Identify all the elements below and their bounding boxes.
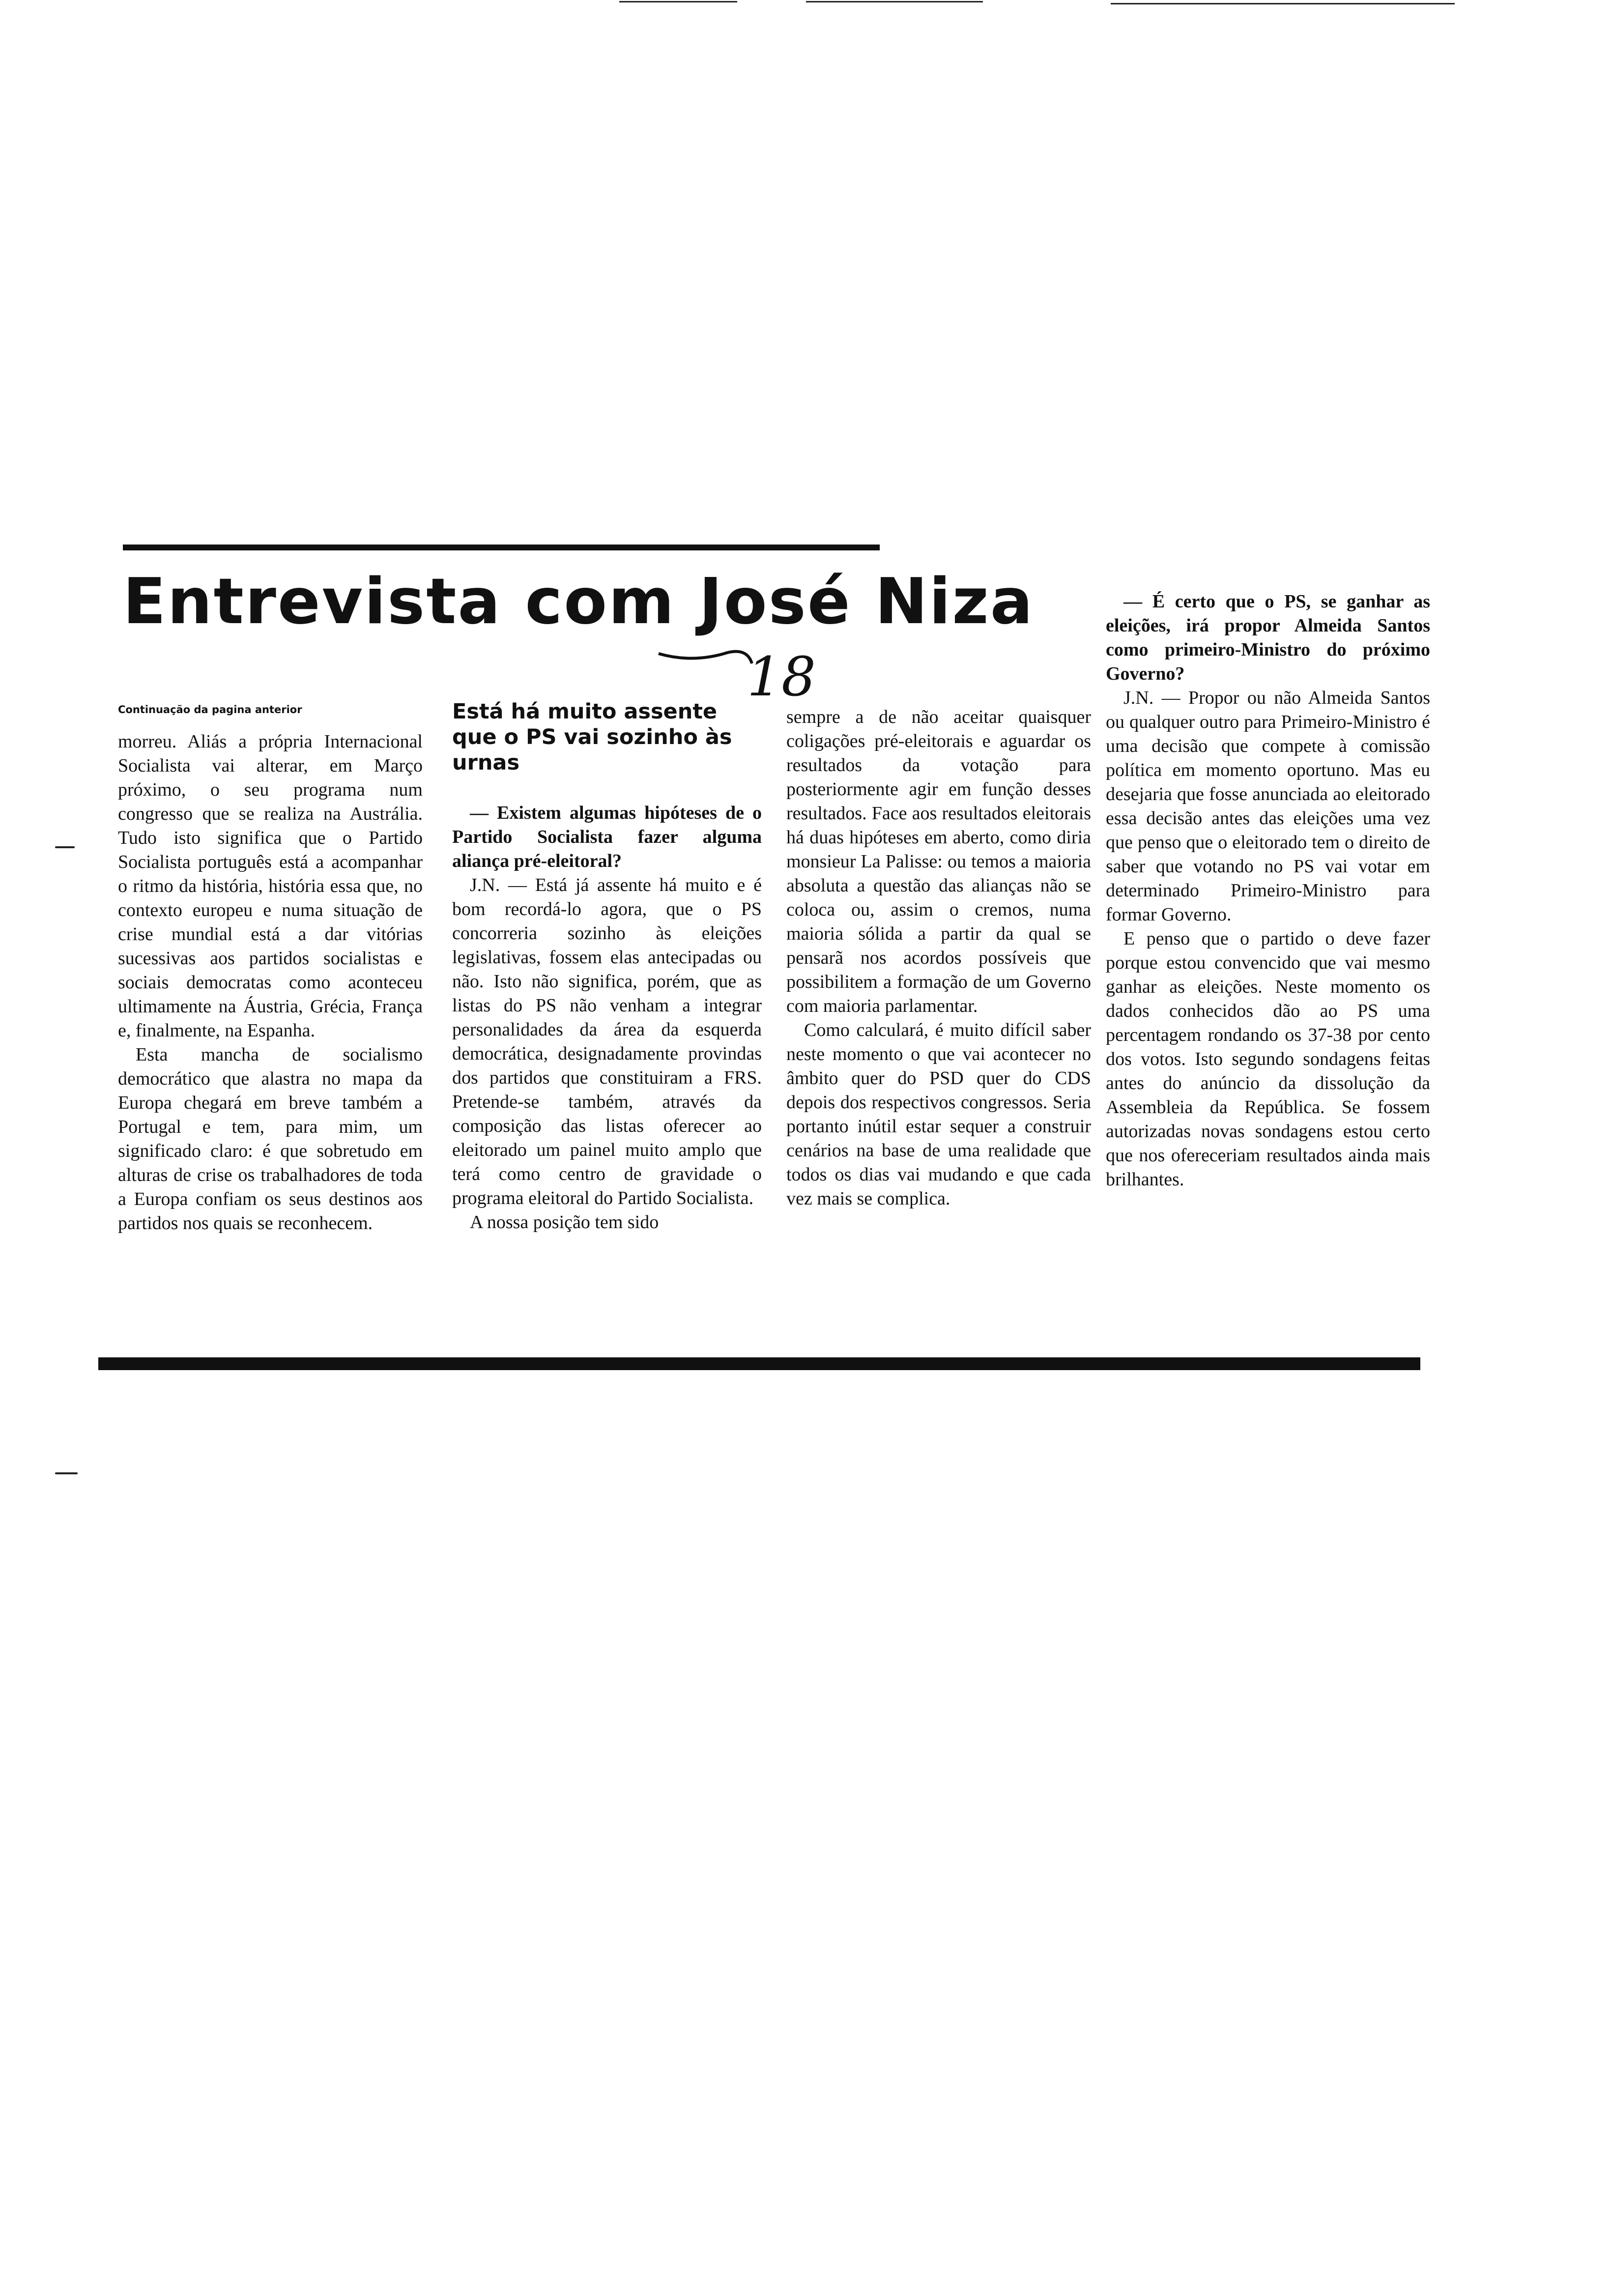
question-1: — Existem algumas hipóteses de o Partido Socialista fazer alguma aliança pré-eleitoral?	[452, 803, 762, 871]
top-rule	[123, 545, 880, 550]
column-4	[1106, 590, 1430, 1192]
bottom-rule	[98, 1357, 1420, 1370]
scan-mark-left-2	[55, 1472, 78, 1474]
col1-paragraph-1: morreu. Aliás a própria Internacional Socialista vai alterar, em Março próximo, o seu programa num congresso que se realiza na Austrália. Tudo isto significa que o Partido Socialista português está a acompanhar o ritmo da história, história essa que, no contexto europeu e numa situação de crise mundial está a dar vitórias sucessivas aos partidos socialistas e sociais democratas como aconteceu ultimamente na Áustria, Grécia, França e, finalmente, na Espanha.	[118, 731, 423, 1041]
col3-paragraph-2: Como calculará, é muito difícil saber neste momento o que vai acontecer no âmbito quer do PSD quer do CDS depois dos respectivos congressos. Seria portanto inútil estar sequer a construir cenários na base de uma realidade que todos os dias vai mudando e que cada vez mais se complica.	[786, 1020, 1091, 1209]
column-2	[452, 801, 762, 1234]
headline: Entrevista com José Niza	[123, 565, 1035, 638]
col3-paragraph-1: sempre a de não aceitar quaisquer coligações pré-eleitorais e aguardar os resultados da votação para posteriormente agir em função desses resultados. Face aos resultados eleitorais há duas hipóteses em aberto, como diria monsieur La Palisse: ou temos a maioria absoluta a questão das alianças não se coloca ou, assim o cremos, numa maioria sólida a partir da qual se pensarã nos acordos possíveis que possibilitem a formação de um Governo com maioria parlamentar.	[786, 707, 1091, 1016]
col2-paragraph-2: A nossa posição tem sido	[470, 1212, 659, 1233]
scan-mark-top-2	[806, 1, 983, 2]
column-1	[118, 730, 423, 1235]
col4-paragraph-2: E penso que o partido o deve fazer porque estou convencido que vai mesmo ganhar as eleições. Neste momento os dados conhecidos dão ao PS uma percentagem rondando os 37-38 por cento dos votos. Isto segundo sondagens feitas antes do anúncio da dissolução da Assembleia da República. Se fossem autorizadas novas sondagens estou certo que nos ofereceriam resultados ainda mais brilhantes.	[1106, 928, 1430, 1190]
scan-mark-top-1	[619, 1, 737, 2]
col4-paragraph-1: J.N. — Propor ou não Almeida Santos ou qualquer outro para Primeiro-Ministro é uma decisão que compete à comissão política em momento oportuno. Mas eu desejaria que fosse anunciada ao eleitorado essa decisão antes das eleições uma vez que penso que o eleitorado tem o direito de saber que votando no PS vai votar em determinado Primeiro-Ministro para formar Governo.	[1106, 688, 1430, 925]
subheadline: Está há muito assente que o PS vai sozinho às urnas	[452, 699, 732, 775]
scan-mark-top-3	[1111, 3, 1455, 4]
continuation-label: Continuação da pagina anterior	[118, 704, 302, 716]
question-2: — É certo que o PS, se ganhar as eleições, irá propor Almeida Santos como primeiro-Ministro do próximo Governo?	[1106, 591, 1430, 684]
handwritten-note: 18	[747, 645, 816, 708]
col2-paragraph-1: J.N. — Está já assente há muito e é bom recordá-lo agora, que o PS concorreria sozinho às eleições legislativas, fossem elas antecipadas ou não. Isto não significa, porém, que as listas do PS não venham a integrar personalidades da área da esquerda democrática, designadamente provindas dos partidos que constituiram a FRS. Pretende-se também, através da composição das listas oferecer ao eleitorado um painel muito amplo que terá como centro de gravidade o programa eleitoral do Partido Socialista.	[452, 875, 762, 1208]
scan-mark-left-1	[55, 846, 75, 848]
col1-paragraph-2: Esta mancha de socialismo democrático que alastra no mapa da Europa chegará em breve também a Portugal e tem, para mim, um significado claro: é que sobretudo em alturas de crise os trabalhadores de toda a Europa confiam os seus destinos aos partidos nos quais se reconhecem.	[118, 1044, 423, 1234]
column-3	[786, 705, 1091, 1211]
